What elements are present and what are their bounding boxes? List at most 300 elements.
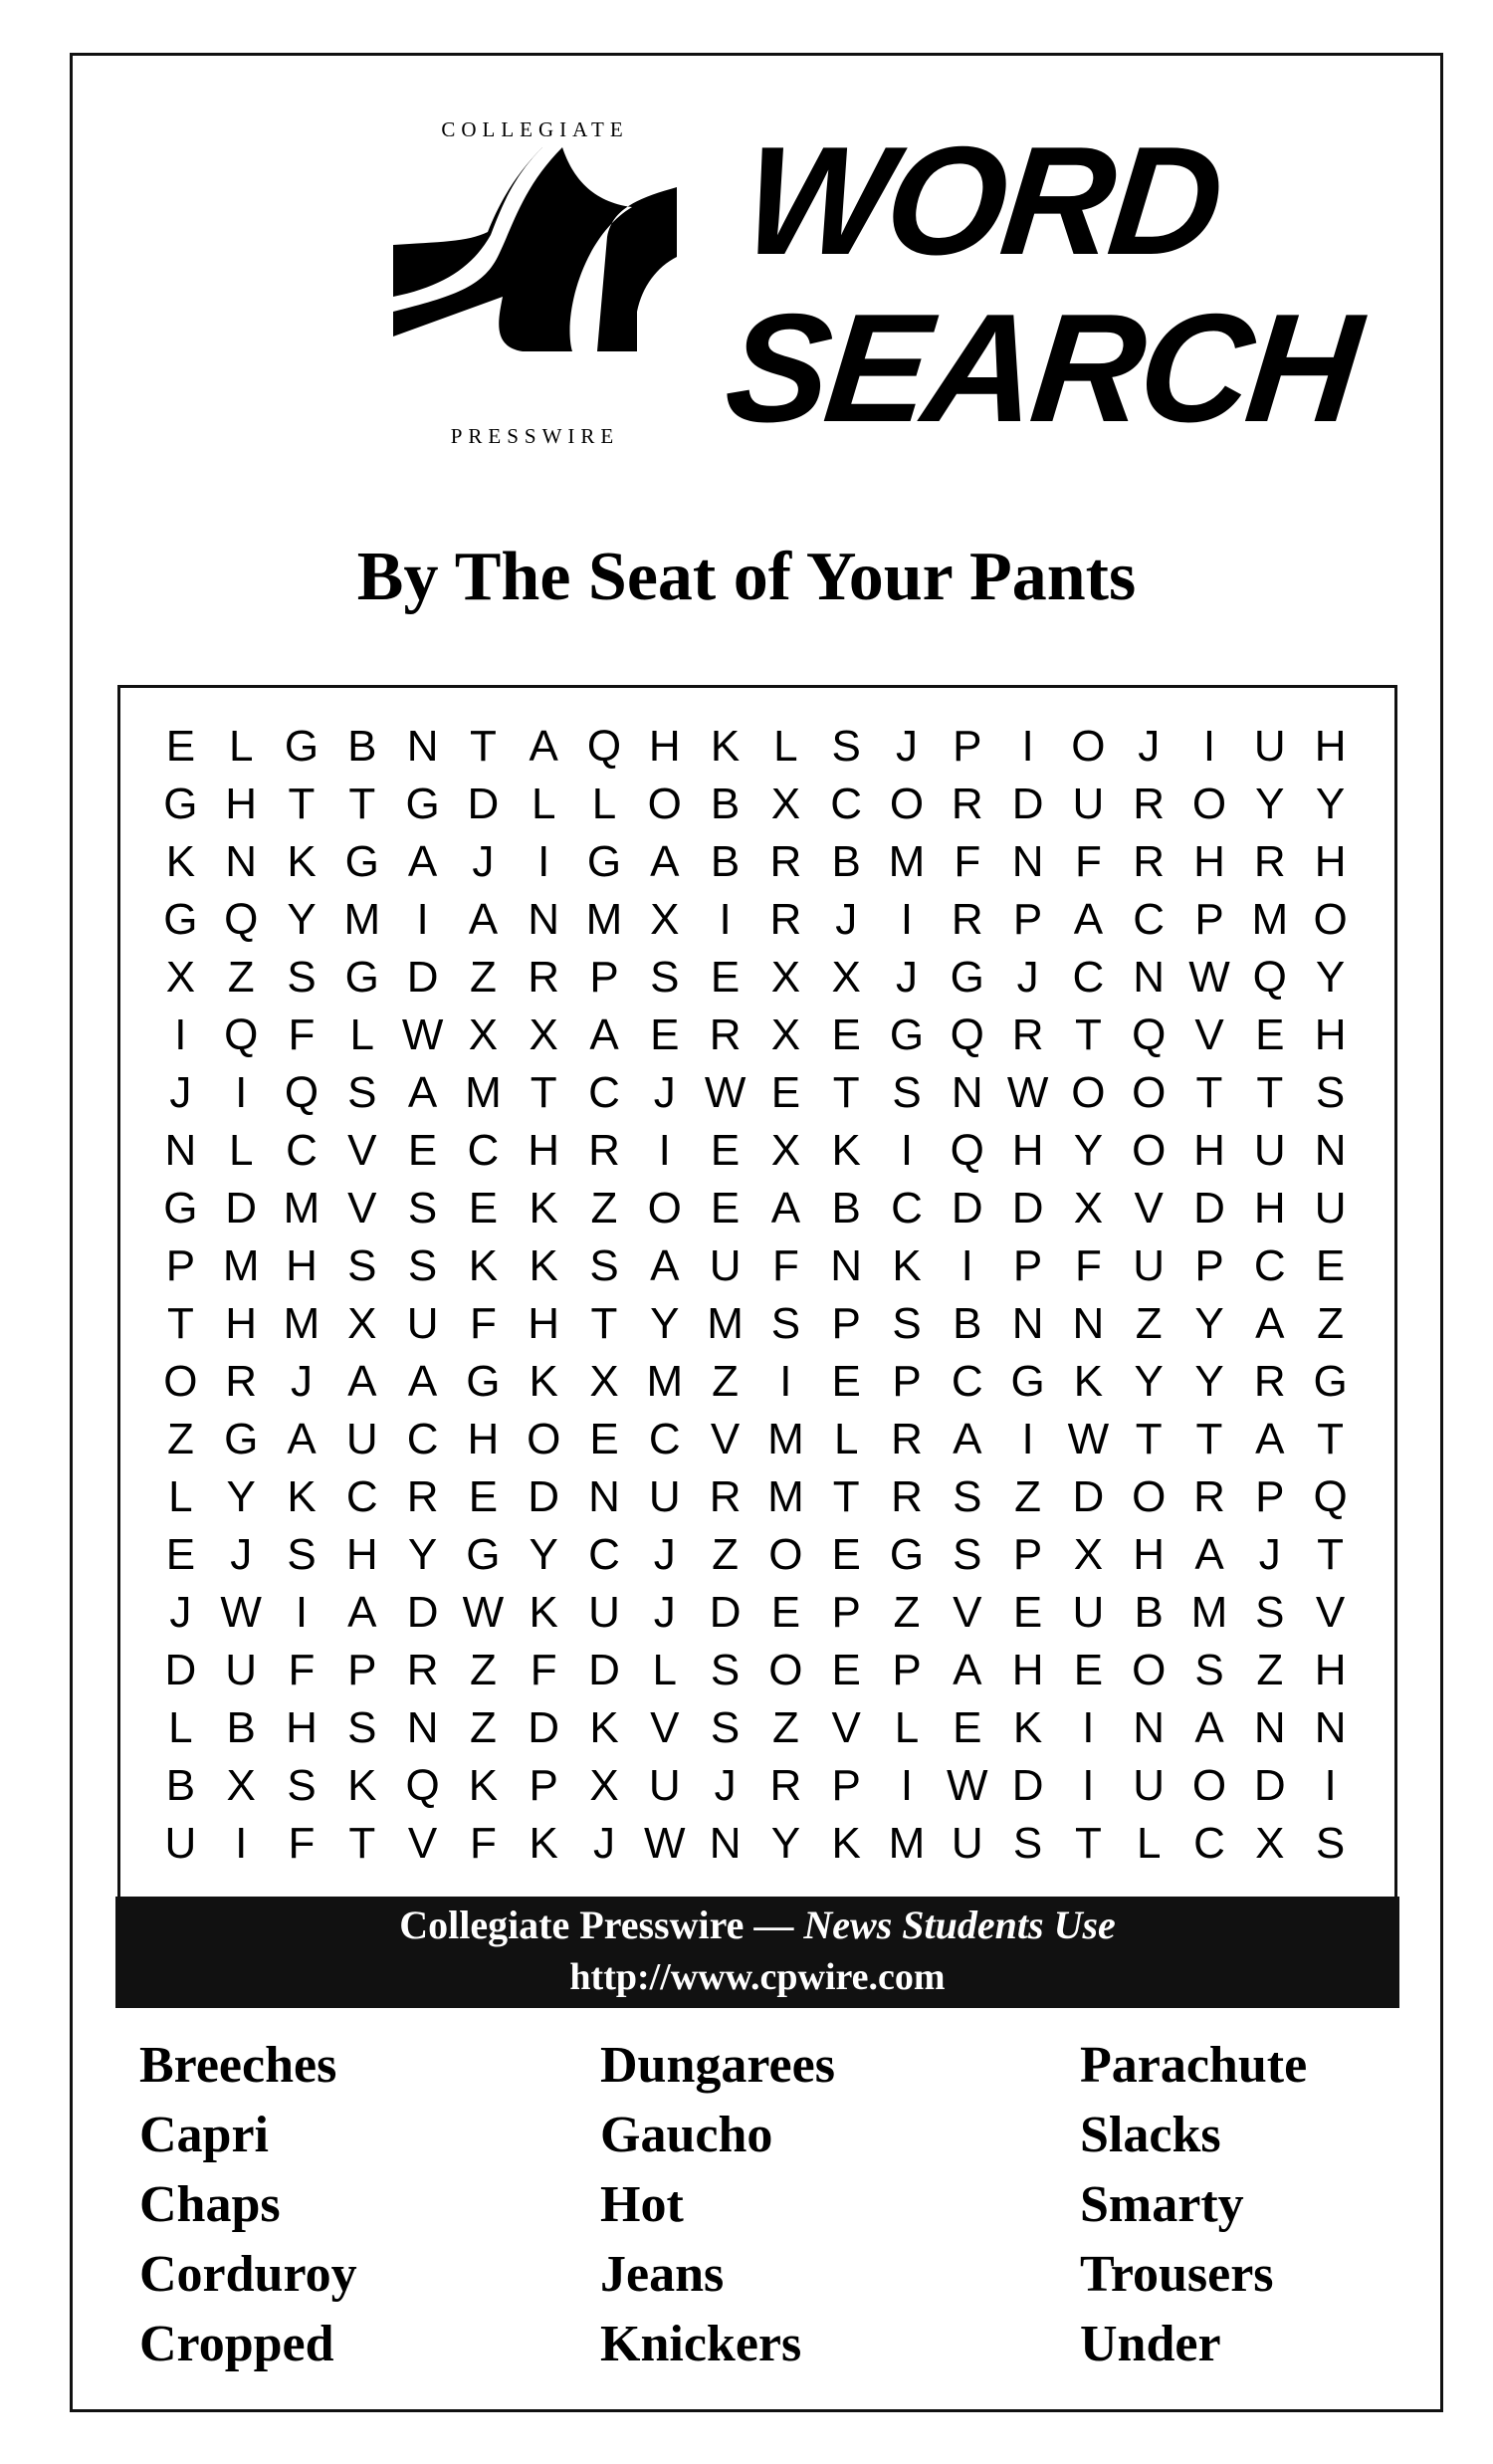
grid-letter[interactable]: E: [831, 1357, 861, 1406]
grid-letter[interactable]: K: [468, 1761, 499, 1810]
grid-letter[interactable]: C: [951, 1357, 983, 1406]
grid-letter[interactable]: R: [528, 953, 560, 1002]
grid-letter[interactable]: I: [779, 1357, 792, 1406]
grid-letter[interactable]: Q: [1313, 1472, 1348, 1521]
grid-letter[interactable]: Z: [227, 953, 255, 1002]
grid-letter[interactable]: U: [345, 1415, 378, 1463]
grid-letter[interactable]: A: [650, 1241, 680, 1290]
grid-letter[interactable]: D: [406, 1588, 439, 1637]
grid-letter[interactable]: S: [650, 953, 680, 1002]
grid-letter[interactable]: M: [1190, 1588, 1228, 1637]
grid-letter[interactable]: E: [589, 1415, 619, 1463]
grid-letter[interactable]: K: [1073, 1357, 1104, 1406]
grid-letter[interactable]: T: [832, 1472, 860, 1521]
grid-letter[interactable]: X: [650, 895, 680, 944]
grid-letter[interactable]: E: [407, 1126, 438, 1175]
grid-letter[interactable]: Z: [1135, 1299, 1163, 1348]
grid-letter[interactable]: H: [1253, 1184, 1286, 1232]
grid-letter[interactable]: G: [1313, 1357, 1348, 1406]
grid-letter[interactable]: G: [466, 1530, 501, 1579]
grid-letter[interactable]: T: [1256, 1068, 1284, 1117]
grid-letter[interactable]: I: [1021, 1415, 1034, 1463]
grid-letter[interactable]: N: [1072, 1299, 1105, 1348]
grid-letter[interactable]: P: [831, 1588, 861, 1637]
grid-letter[interactable]: I: [235, 1819, 248, 1868]
grid-letter[interactable]: F: [1074, 1241, 1102, 1290]
grid-letter[interactable]: K: [287, 1472, 317, 1521]
grid-letter[interactable]: H: [1314, 722, 1347, 771]
grid-letter[interactable]: Q: [950, 1010, 984, 1059]
grid-letter[interactable]: L: [833, 1415, 859, 1463]
grid-letter[interactable]: I: [537, 837, 550, 886]
grid-letter[interactable]: E: [1315, 1241, 1346, 1290]
grid-letter[interactable]: E: [710, 1126, 741, 1175]
grid-letter[interactable]: W: [704, 1068, 746, 1117]
grid-letter[interactable]: T: [348, 1819, 376, 1868]
grid-letter[interactable]: A: [407, 1357, 438, 1406]
grid-letter[interactable]: K: [529, 1241, 558, 1290]
grid-letter[interactable]: I: [658, 1126, 671, 1175]
grid-letter[interactable]: J: [230, 1530, 253, 1579]
grid-letter[interactable]: C: [588, 1530, 620, 1579]
grid-letter[interactable]: G: [224, 1415, 259, 1463]
grid-letter[interactable]: D: [1011, 780, 1044, 828]
grid-letter[interactable]: G: [163, 1184, 198, 1232]
grid-letter[interactable]: H: [1193, 837, 1225, 886]
grid-letter[interactable]: I: [900, 1126, 914, 1175]
grid-letter[interactable]: E: [1012, 1588, 1043, 1637]
grid-letter[interactable]: X: [529, 1010, 558, 1059]
grid-letter[interactable]: I: [960, 1241, 973, 1290]
grid-letter[interactable]: I: [1324, 1761, 1337, 1810]
grid-letter[interactable]: I: [174, 1010, 187, 1059]
grid-letter[interactable]: H: [528, 1299, 560, 1348]
grid-letter[interactable]: X: [770, 1126, 801, 1175]
grid-letter[interactable]: A: [347, 1357, 377, 1406]
grid-letter[interactable]: R: [1133, 837, 1166, 886]
grid-letter[interactable]: O: [1132, 1068, 1167, 1117]
grid-letter[interactable]: T: [530, 1068, 557, 1117]
grid-letter[interactable]: C: [648, 1415, 681, 1463]
grid-letter[interactable]: A: [1194, 1703, 1224, 1752]
grid-letter[interactable]: F: [288, 1010, 316, 1059]
grid-letter[interactable]: T: [166, 1299, 194, 1348]
grid-letter[interactable]: K: [347, 1761, 377, 1810]
grid-letter[interactable]: F: [288, 1819, 316, 1868]
grid-letter[interactable]: F: [771, 1241, 799, 1290]
grid-letter[interactable]: R: [1193, 1472, 1225, 1521]
grid-letter[interactable]: R: [225, 1357, 258, 1406]
grid-letter[interactable]: B: [347, 722, 377, 771]
grid-letter[interactable]: M: [767, 1415, 804, 1463]
grid-letter[interactable]: I: [416, 895, 429, 944]
grid-letter[interactable]: R: [1253, 837, 1286, 886]
grid-letter[interactable]: F: [530, 1646, 557, 1694]
grid-letter[interactable]: D: [528, 1703, 560, 1752]
grid-letter[interactable]: J: [895, 722, 918, 771]
grid-letter[interactable]: G: [344, 837, 379, 886]
grid-letter[interactable]: O: [1313, 895, 1348, 944]
grid-letter[interactable]: N: [225, 837, 258, 886]
grid-letter[interactable]: Z: [1014, 1472, 1042, 1521]
grid-letter[interactable]: E: [770, 1588, 801, 1637]
grid-letter[interactable]: C: [1253, 1241, 1286, 1290]
grid-letter[interactable]: O: [1132, 1646, 1167, 1694]
grid-letter[interactable]: S: [710, 1703, 741, 1752]
grid-letter[interactable]: E: [1255, 1010, 1285, 1059]
grid-letter[interactable]: P: [831, 1299, 861, 1348]
grid-letter[interactable]: R: [891, 1472, 923, 1521]
grid-letter[interactable]: E: [831, 1530, 861, 1579]
grid-letter[interactable]: T: [1317, 1415, 1345, 1463]
grid-letter[interactable]: F: [1074, 837, 1102, 886]
grid-letter[interactable]: J: [472, 837, 495, 886]
grid-letter[interactable]: O: [163, 1357, 198, 1406]
grid-letter[interactable]: T: [832, 1068, 860, 1117]
grid-letter[interactable]: S: [407, 1184, 438, 1232]
grid-letter[interactable]: R: [1253, 1357, 1286, 1406]
grid-letter[interactable]: R: [588, 1126, 620, 1175]
grid-letter[interactable]: P: [1194, 1241, 1224, 1290]
grid-letter[interactable]: I: [1021, 722, 1034, 771]
grid-letter[interactable]: D: [164, 1646, 197, 1694]
grid-letter[interactable]: H: [1011, 1126, 1044, 1175]
grid-letter[interactable]: Y: [1073, 1126, 1104, 1175]
grid-letter[interactable]: L: [168, 1472, 193, 1521]
grid-letter[interactable]: C: [467, 1126, 500, 1175]
grid-letter[interactable]: T: [1195, 1068, 1223, 1117]
grid-letter[interactable]: D: [588, 1646, 620, 1694]
grid-letter[interactable]: U: [1133, 1761, 1166, 1810]
grid-letter[interactable]: N: [1133, 953, 1166, 1002]
grid-letter[interactable]: M: [343, 895, 381, 944]
grid-letter[interactable]: Q: [1252, 953, 1287, 1002]
grid-letter[interactable]: A: [589, 1010, 619, 1059]
grid-letter[interactable]: U: [588, 1588, 620, 1637]
grid-letter[interactable]: Y: [1255, 780, 1285, 828]
grid-letter[interactable]: V: [953, 1588, 982, 1637]
grid-letter[interactable]: G: [163, 780, 198, 828]
grid-letter[interactable]: S: [892, 1068, 922, 1117]
grid-letter[interactable]: D: [951, 1184, 983, 1232]
grid-letter[interactable]: O: [768, 1530, 803, 1579]
grid-letter[interactable]: X: [831, 953, 861, 1002]
grid-letter[interactable]: B: [831, 837, 861, 886]
grid-letter[interactable]: N: [588, 1472, 620, 1521]
grid-letter[interactable]: S: [287, 1761, 317, 1810]
grid-letter[interactable]: H: [1314, 1010, 1347, 1059]
grid-letter[interactable]: H: [1011, 1646, 1044, 1694]
grid-letter[interactable]: G: [889, 1530, 925, 1579]
grid-letter[interactable]: N: [830, 1241, 863, 1290]
grid-letter[interactable]: R: [406, 1472, 439, 1521]
grid-letter[interactable]: O: [768, 1646, 803, 1694]
grid-letter[interactable]: P: [1194, 895, 1224, 944]
grid-letter[interactable]: L: [168, 1703, 193, 1752]
grid-letter[interactable]: M: [767, 1472, 804, 1521]
grid-letter[interactable]: C: [1193, 1819, 1225, 1868]
grid-letter[interactable]: R: [406, 1646, 439, 1694]
grid-letter[interactable]: V: [650, 1703, 680, 1752]
grid-letter[interactable]: W: [462, 1588, 505, 1637]
grid-letter[interactable]: H: [1133, 1530, 1166, 1579]
grid-letter[interactable]: H: [225, 1299, 258, 1348]
grid-letter[interactable]: R: [951, 780, 983, 828]
grid-letter[interactable]: G: [344, 953, 379, 1002]
grid-letter[interactable]: V: [347, 1126, 377, 1175]
grid-letter[interactable]: H: [1314, 1646, 1347, 1694]
grid-letter[interactable]: G: [950, 953, 984, 1002]
grid-letter[interactable]: K: [710, 722, 741, 771]
grid-letter[interactable]: V: [831, 1703, 861, 1752]
grid-letter[interactable]: E: [650, 1010, 680, 1059]
grid-letter[interactable]: T: [590, 1299, 618, 1348]
grid-letter[interactable]: S: [953, 1472, 982, 1521]
grid-letter[interactable]: L: [531, 780, 556, 828]
grid-letter[interactable]: G: [405, 780, 440, 828]
grid-letter[interactable]: P: [1012, 1530, 1043, 1579]
grid-letter[interactable]: A: [468, 895, 499, 944]
grid-letter[interactable]: Y: [529, 1530, 558, 1579]
grid-letter[interactable]: K: [468, 1241, 499, 1290]
grid-letter[interactable]: O: [1191, 1761, 1227, 1810]
grid-letter[interactable]: K: [165, 837, 196, 886]
grid-letter[interactable]: N: [1253, 1703, 1286, 1752]
grid-letter[interactable]: O: [647, 1184, 682, 1232]
grid-letter[interactable]: X: [770, 1010, 801, 1059]
grid-letter[interactable]: P: [1012, 1241, 1043, 1290]
grid-letter[interactable]: U: [709, 1241, 742, 1290]
grid-letter[interactable]: W: [220, 1588, 262, 1637]
grid-letter[interactable]: K: [831, 1819, 861, 1868]
grid-letter[interactable]: Z: [469, 953, 497, 1002]
grid-letter[interactable]: S: [710, 1646, 741, 1694]
grid-letter[interactable]: O: [1132, 1472, 1167, 1521]
grid-letter[interactable]: I: [719, 895, 732, 944]
grid-letter[interactable]: J: [653, 1588, 676, 1637]
grid-letter[interactable]: R: [1011, 1010, 1044, 1059]
grid-letter[interactable]: S: [287, 1530, 317, 1579]
grid-letter[interactable]: Q: [224, 1010, 259, 1059]
grid-letter[interactable]: N: [709, 1819, 742, 1868]
grid-letter[interactable]: G: [1010, 1357, 1045, 1406]
grid-letter[interactable]: R: [769, 895, 802, 944]
grid-letter[interactable]: O: [647, 780, 682, 828]
grid-letter[interactable]: Y: [1134, 1357, 1164, 1406]
grid-letter[interactable]: E: [831, 1646, 861, 1694]
grid-letter[interactable]: U: [225, 1646, 258, 1694]
grid-letter[interactable]: U: [1253, 1126, 1286, 1175]
grid-letter[interactable]: B: [226, 1703, 256, 1752]
grid-letter[interactable]: V: [1134, 1184, 1164, 1232]
grid-letter[interactable]: X: [770, 953, 801, 1002]
grid-letter[interactable]: L: [591, 780, 617, 828]
grid-letter[interactable]: R: [891, 1415, 923, 1463]
grid-letter[interactable]: C: [1072, 953, 1105, 1002]
grid-letter[interactable]: B: [710, 837, 741, 886]
grid-letter[interactable]: I: [1082, 1703, 1095, 1752]
grid-letter[interactable]: E: [1073, 1646, 1104, 1694]
grid-letter[interactable]: U: [406, 1299, 439, 1348]
grid-letter[interactable]: X: [770, 780, 801, 828]
grid-letter[interactable]: E: [953, 1703, 982, 1752]
grid-letter[interactable]: J: [1258, 1530, 1281, 1579]
grid-letter[interactable]: I: [1202, 722, 1216, 771]
grid-letter[interactable]: G: [889, 1010, 925, 1059]
grid-letter[interactable]: Y: [1315, 953, 1346, 1002]
grid-letter[interactable]: I: [900, 1761, 914, 1810]
grid-letter[interactable]: H: [1193, 1126, 1225, 1175]
grid-letter[interactable]: W: [1067, 1415, 1110, 1463]
grid-letter[interactable]: S: [347, 1068, 377, 1117]
grid-letter[interactable]: A: [287, 1415, 317, 1463]
grid-letter[interactable]: S: [1012, 1819, 1043, 1868]
grid-letter[interactable]: D: [467, 780, 500, 828]
grid-letter[interactable]: L: [773, 722, 798, 771]
grid-letter[interactable]: T: [1135, 1415, 1163, 1463]
grid-letter[interactable]: I: [295, 1588, 309, 1637]
grid-letter[interactable]: M: [1251, 895, 1289, 944]
grid-letter[interactable]: H: [345, 1530, 378, 1579]
grid-letter[interactable]: E: [710, 953, 741, 1002]
grid-letter[interactable]: L: [1136, 1819, 1162, 1868]
grid-letter[interactable]: B: [953, 1299, 982, 1348]
grid-letter[interactable]: M: [283, 1184, 320, 1232]
grid-letter[interactable]: U: [164, 1819, 197, 1868]
grid-letter[interactable]: P: [589, 953, 619, 1002]
grid-letter[interactable]: Q: [1132, 1010, 1167, 1059]
grid-letter[interactable]: K: [892, 1241, 922, 1290]
grid-letter[interactable]: P: [892, 1357, 922, 1406]
grid-letter[interactable]: S: [347, 1241, 377, 1290]
grid-letter[interactable]: A: [953, 1415, 982, 1463]
grid-letter[interactable]: Z: [712, 1530, 740, 1579]
grid-letter[interactable]: Y: [770, 1819, 801, 1868]
grid-letter[interactable]: Y: [287, 895, 317, 944]
grid-letter[interactable]: K: [1012, 1703, 1043, 1752]
grid-letter[interactable]: P: [1255, 1472, 1285, 1521]
grid-letter[interactable]: R: [769, 1761, 802, 1810]
grid-letter[interactable]: O: [889, 780, 925, 828]
grid-letter[interactable]: K: [529, 1588, 558, 1637]
grid-letter[interactable]: R: [1133, 780, 1166, 828]
grid-letter[interactable]: M: [465, 1068, 502, 1117]
grid-letter[interactable]: N: [1011, 837, 1044, 886]
grid-letter[interactable]: D: [1011, 1761, 1044, 1810]
grid-letter[interactable]: J: [895, 953, 918, 1002]
grid-letter[interactable]: R: [951, 895, 983, 944]
grid-letter[interactable]: F: [469, 1819, 497, 1868]
grid-letter[interactable]: J: [1138, 722, 1161, 771]
grid-letter[interactable]: W: [644, 1819, 686, 1868]
grid-letter[interactable]: N: [528, 895, 560, 944]
grid-letter[interactable]: W: [947, 1761, 988, 1810]
grid-letter[interactable]: D: [1253, 1761, 1286, 1810]
grid-letter[interactable]: N: [1011, 1299, 1044, 1348]
grid-letter[interactable]: M: [888, 1819, 926, 1868]
grid-letter[interactable]: P: [831, 1761, 861, 1810]
grid-letter[interactable]: R: [709, 1472, 742, 1521]
grid-letter[interactable]: A: [1255, 1415, 1285, 1463]
grid-letter[interactable]: Z: [1317, 1299, 1345, 1348]
grid-letter[interactable]: J: [169, 1588, 192, 1637]
grid-letter[interactable]: M: [707, 1299, 744, 1348]
grid-letter[interactable]: L: [228, 722, 254, 771]
grid-letter[interactable]: K: [529, 1357, 558, 1406]
grid-letter[interactable]: T: [288, 780, 316, 828]
grid-letter[interactable]: K: [831, 1126, 861, 1175]
grid-letter[interactable]: Z: [469, 1646, 497, 1694]
grid-letter[interactable]: P: [1012, 895, 1043, 944]
grid-letter[interactable]: N: [406, 1703, 439, 1752]
grid-letter[interactable]: T: [348, 780, 376, 828]
grid-letter[interactable]: A: [407, 837, 438, 886]
grid-letter[interactable]: H: [528, 1126, 560, 1175]
grid-letter[interactable]: Z: [771, 1703, 799, 1752]
grid-letter[interactable]: A: [650, 837, 680, 886]
grid-letter[interactable]: X: [1255, 1819, 1285, 1868]
grid-letter[interactable]: N: [1314, 1126, 1347, 1175]
grid-letter[interactable]: S: [589, 1241, 619, 1290]
grid-letter[interactable]: R: [769, 837, 802, 886]
grid-letter[interactable]: S: [407, 1241, 438, 1290]
grid-letter[interactable]: W: [401, 1010, 444, 1059]
grid-letter[interactable]: D: [225, 1184, 258, 1232]
grid-letter[interactable]: G: [284, 722, 320, 771]
grid-letter[interactable]: E: [770, 1068, 801, 1117]
grid-letter[interactable]: E: [165, 1530, 196, 1579]
grid-letter[interactable]: C: [830, 780, 863, 828]
grid-letter[interactable]: H: [1314, 837, 1347, 886]
grid-letter[interactable]: M: [222, 1241, 260, 1290]
grid-letter[interactable]: I: [1082, 1761, 1095, 1810]
grid-letter[interactable]: X: [226, 1761, 256, 1810]
grid-letter[interactable]: F: [288, 1646, 316, 1694]
grid-letter[interactable]: I: [235, 1068, 248, 1117]
grid-letter[interactable]: L: [349, 1010, 375, 1059]
grid-letter[interactable]: P: [529, 1761, 558, 1810]
grid-letter[interactable]: X: [468, 1010, 499, 1059]
grid-letter[interactable]: A: [1255, 1299, 1285, 1348]
grid-letter[interactable]: H: [467, 1415, 500, 1463]
grid-letter[interactable]: M: [283, 1299, 320, 1348]
grid-letter[interactable]: V: [1194, 1010, 1224, 1059]
grid-letter[interactable]: N: [164, 1126, 197, 1175]
grid-letter[interactable]: D: [528, 1472, 560, 1521]
grid-letter[interactable]: A: [407, 1068, 438, 1117]
grid-letter[interactable]: O: [527, 1415, 561, 1463]
grid-letter[interactable]: X: [165, 953, 196, 1002]
grid-letter[interactable]: T: [469, 722, 497, 771]
grid-letter[interactable]: I: [900, 895, 914, 944]
grid-letter[interactable]: Z: [893, 1588, 921, 1637]
grid-letter[interactable]: Y: [226, 1472, 256, 1521]
grid-letter[interactable]: Y: [1194, 1299, 1224, 1348]
grid-letter[interactable]: D: [709, 1588, 742, 1637]
grid-letter[interactable]: C: [345, 1472, 378, 1521]
grid-letter[interactable]: O: [1071, 1068, 1106, 1117]
grid-letter[interactable]: C: [588, 1068, 620, 1117]
grid-letter[interactable]: V: [710, 1415, 741, 1463]
grid-letter[interactable]: S: [287, 953, 317, 1002]
grid-letter[interactable]: Q: [224, 895, 259, 944]
grid-letter[interactable]: R: [709, 1010, 742, 1059]
grid-letter[interactable]: L: [228, 1126, 254, 1175]
grid-letter[interactable]: U: [1072, 1588, 1105, 1637]
grid-letter[interactable]: J: [653, 1068, 676, 1117]
grid-letter[interactable]: C: [1133, 895, 1166, 944]
grid-letter[interactable]: P: [892, 1646, 922, 1694]
